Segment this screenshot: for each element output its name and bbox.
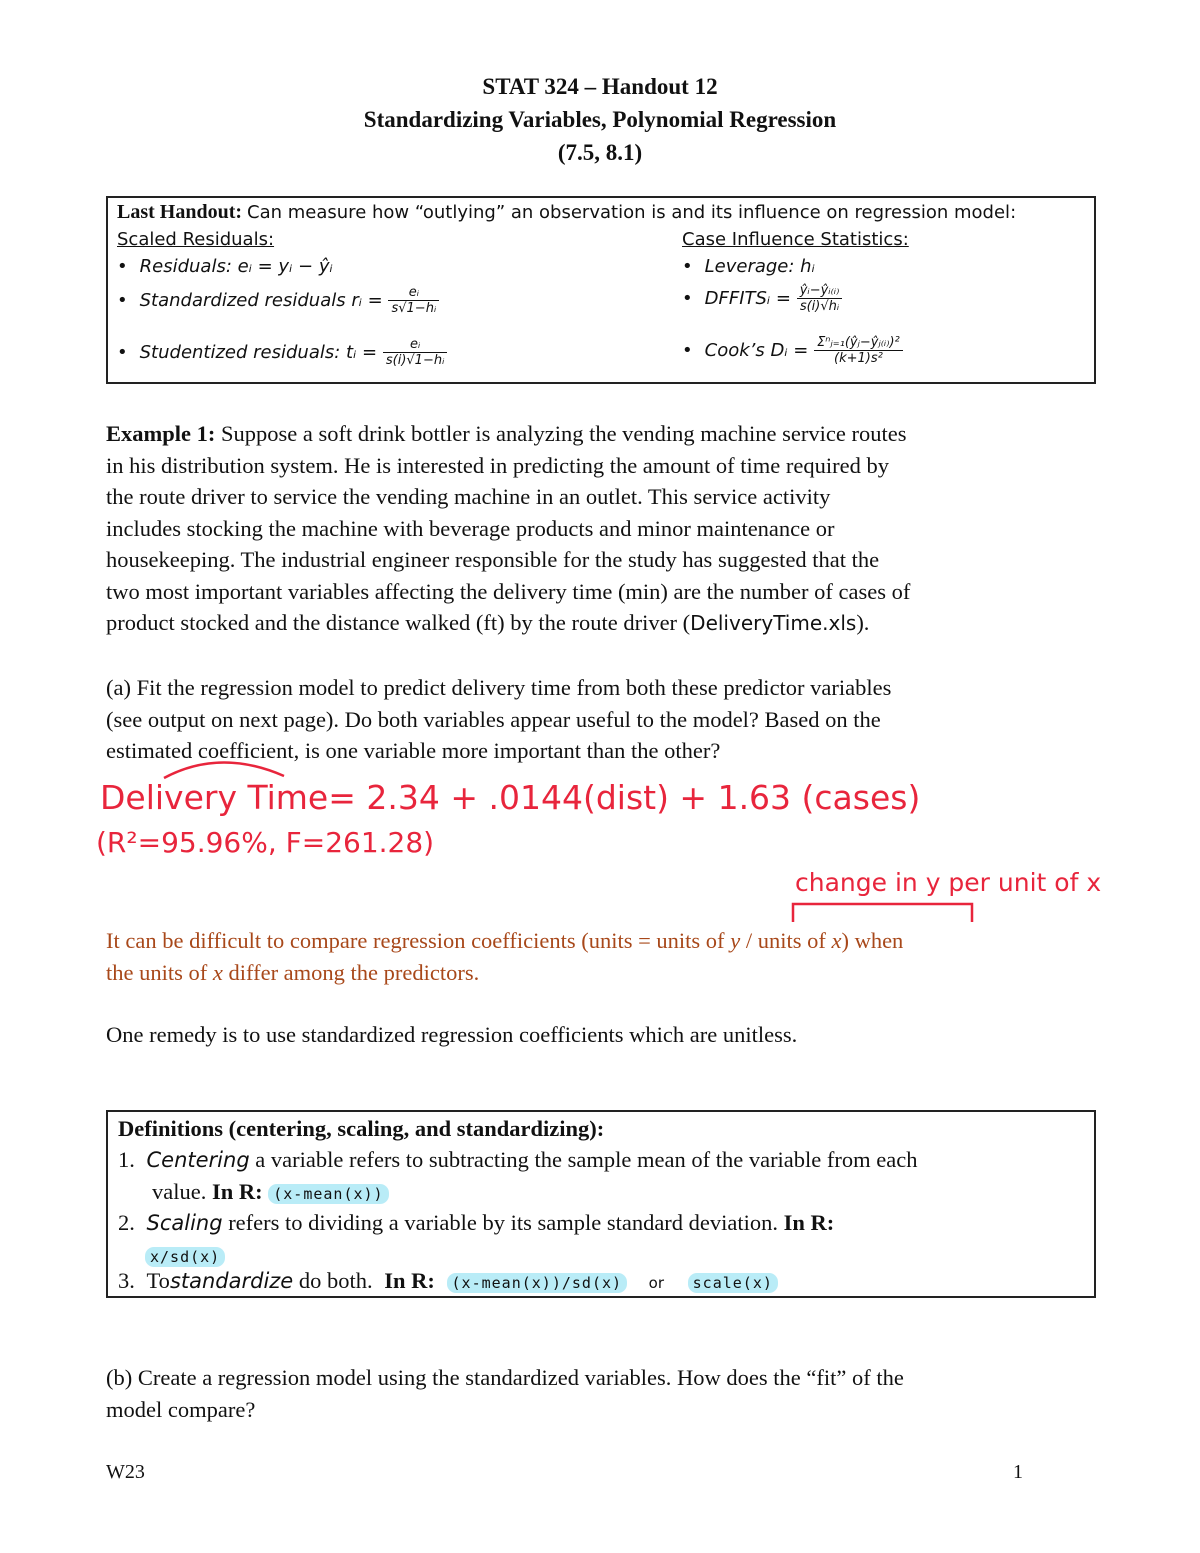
- cooks-distance-formula: [682, 335, 903, 366]
- definition-3-number: 3.: [118, 1268, 135, 1293]
- studentized-residuals-formula: [117, 337, 447, 368]
- units-note-line-2: [106, 957, 1096, 989]
- example-1-line-4: includes stocking the machine with beverage products and minor maintenance or: [106, 515, 835, 541]
- units-note-line-1: [106, 925, 1096, 957]
- example-1-text-7: product stocked and the distance walked (ft) by the route driver (: [106, 610, 691, 635]
- studentized-residuals-fraction: [383, 337, 448, 368]
- cooks-num: Σⁿⱼ₌₁(ŷⱼ−ŷⱼ₍ᵢ₎)²: [814, 335, 903, 351]
- standardized-den: s√1−hᵢ: [391, 301, 437, 316]
- example-1-line-2: in his distribution system. He is interested in predicting the amount of time required by: [106, 452, 889, 478]
- example-1-paragraph: [106, 418, 1096, 640]
- residuals-formula: • Residuals: eᵢ = yᵢ − ŷᵢ: [117, 256, 333, 277]
- definition-centering: [118, 1147, 917, 1173]
- part-a-line-2: (see output on next page). Do both variables appear useful to the model? Based on the: [106, 706, 881, 732]
- handwritten-units-bracket: [788, 898, 978, 928]
- dffits-num: ŷᵢ−ŷᵢ₍ᵢ₎: [797, 283, 843, 299]
- cooks-label: • Cook’s Dᵢ =: [682, 340, 808, 361]
- definition-3-to: To: [146, 1268, 170, 1293]
- units-note-end: ) when: [841, 928, 904, 953]
- definition-3-term: standardize: [169, 1269, 294, 1293]
- units-note-text-2a: the units of: [106, 959, 208, 985]
- case-influence-heading: Case Influence Statistics:: [682, 229, 909, 250]
- page-subtitle: Standardizing Variables, Polynomial Regression: [363, 107, 837, 132]
- page-number: 1: [1013, 1461, 1023, 1483]
- definition-2-text: refers to dividing a variable by its sample standard deviation.: [228, 1210, 779, 1235]
- definition-3-or: or: [648, 1274, 665, 1292]
- definition-standardize: [118, 1268, 778, 1294]
- data-file-name: DeliveryTime.xls: [690, 611, 857, 635]
- definitions-title: Definitions (centering, scaling, and standardizing):: [118, 1116, 605, 1141]
- handwritten-regression-equation: Delivery Time= 2.34 + .0144(dist) + 1.63 (cases): [100, 778, 921, 817]
- units-note-x-2: x: [212, 959, 223, 985]
- example-1-line-7: [106, 607, 1096, 640]
- definition-scaling-code-line: [145, 1242, 225, 1268]
- part-b-line-1: (b) Create a regression model using the standardized variables. How does the “fit” of the: [106, 1365, 904, 1390]
- dffits-label: • DFFITSᵢ =: [682, 288, 791, 309]
- dffits-fraction: [797, 283, 843, 314]
- handwritten-units-note: change in y per unit of x: [795, 868, 1102, 897]
- standardized-residuals-formula: [117, 285, 439, 316]
- last-handout-intro-text: Can measure how “outlying” an observation is and its influence on regression model:: [247, 202, 1017, 223]
- example-1-text-1: Suppose a soft drink bottler is analyzing the vending machine service routes: [221, 421, 907, 446]
- scale-r-code: scale(x): [688, 1273, 778, 1293]
- definition-2-number: 2.: [118, 1210, 135, 1235]
- standardized-residuals-label: • Standardized residuals rᵢ =: [117, 290, 383, 311]
- page-title: STAT 324 – Handout 12: [482, 74, 718, 99]
- definition-3-text: do both.: [298, 1268, 373, 1293]
- definition-2-term: Scaling: [146, 1211, 223, 1235]
- example-1-line-3: the route driver to service the vending machine in an outlet. This service activity: [106, 484, 831, 509]
- remedy-text: One remedy is to use standardized regression coefficients which are unitless.: [106, 1022, 798, 1047]
- units-note-mid: / units of: [745, 928, 826, 953]
- example-1-text-7-end: ).: [856, 610, 870, 635]
- units-note: [106, 925, 1096, 988]
- studentized-residuals-label: • Studentized residuals: tᵢ =: [117, 342, 377, 363]
- definition-1-number: 1.: [118, 1147, 135, 1172]
- handwritten-fit-stats: (R²=95.96%, F=261.28): [96, 826, 435, 859]
- definition-1-text: a variable refers to subtracting the sample mean of the variable from each: [255, 1147, 918, 1172]
- example-1-line-1: [106, 418, 1096, 450]
- part-a-line-1: (a) Fit the regression model to predict delivery time from both these predictor variables: [106, 675, 892, 700]
- part-b-line-2: model compare?: [106, 1396, 256, 1422]
- scaling-r-code: x/sd(x): [145, 1247, 225, 1267]
- example-1-line-6: two most important variables affecting the delivery time (min) are the number of cases of: [106, 578, 911, 604]
- units-note-x: x: [831, 928, 842, 953]
- cooks-den: (k+1)s²: [834, 351, 883, 366]
- units-note-text-2b: differ among the predictors.: [228, 959, 480, 985]
- leverage-formula: • Leverage: hᵢ: [682, 256, 815, 277]
- definition-2-in-r: In R:: [783, 1210, 835, 1235]
- definition-1-term: Centering: [146, 1148, 250, 1172]
- definition-centering-cont: [152, 1179, 389, 1205]
- standardized-residuals-fraction: [388, 285, 439, 316]
- part-a-line-3: estimated coefficient, is one variable more important than the other?: [106, 738, 721, 763]
- standardized-num: eᵢ: [388, 285, 439, 301]
- studentized-num: eᵢ: [383, 337, 448, 353]
- studentized-den: s(i)√1−hᵢ: [385, 353, 445, 368]
- centering-r-code: (x-mean(x)): [268, 1184, 388, 1204]
- part-b-question: [106, 1362, 1096, 1425]
- dffits-den: s(i)√hᵢ: [799, 299, 840, 314]
- definition-1-text-2: value.: [152, 1179, 207, 1204]
- last-handout-intro: [117, 201, 1016, 224]
- definition-1-in-r: In R:: [211, 1179, 263, 1204]
- example-1-line-5: housekeeping. The industrial engineer responsible for the study has suggested that the: [106, 547, 880, 572]
- last-handout-lead: Last Handout:: [117, 201, 243, 223]
- standardize-r-code: (x-mean(x))/sd(x): [447, 1273, 628, 1293]
- page-sections: (7.5, 8.1): [557, 140, 643, 165]
- definition-scaling: [118, 1210, 834, 1236]
- definition-3-in-r: In R:: [384, 1268, 435, 1293]
- footer-term: W23: [106, 1461, 145, 1483]
- units-note-y: y: [730, 928, 741, 953]
- dffits-formula: [682, 283, 842, 314]
- cooks-fraction: [814, 335, 903, 366]
- units-note-text-1: It can be difficult to compare regression coefficients (units = units of: [106, 928, 725, 953]
- scaled-residuals-heading: Scaled Residuals:: [117, 229, 275, 250]
- example-1-lead: Example 1:: [106, 421, 216, 446]
